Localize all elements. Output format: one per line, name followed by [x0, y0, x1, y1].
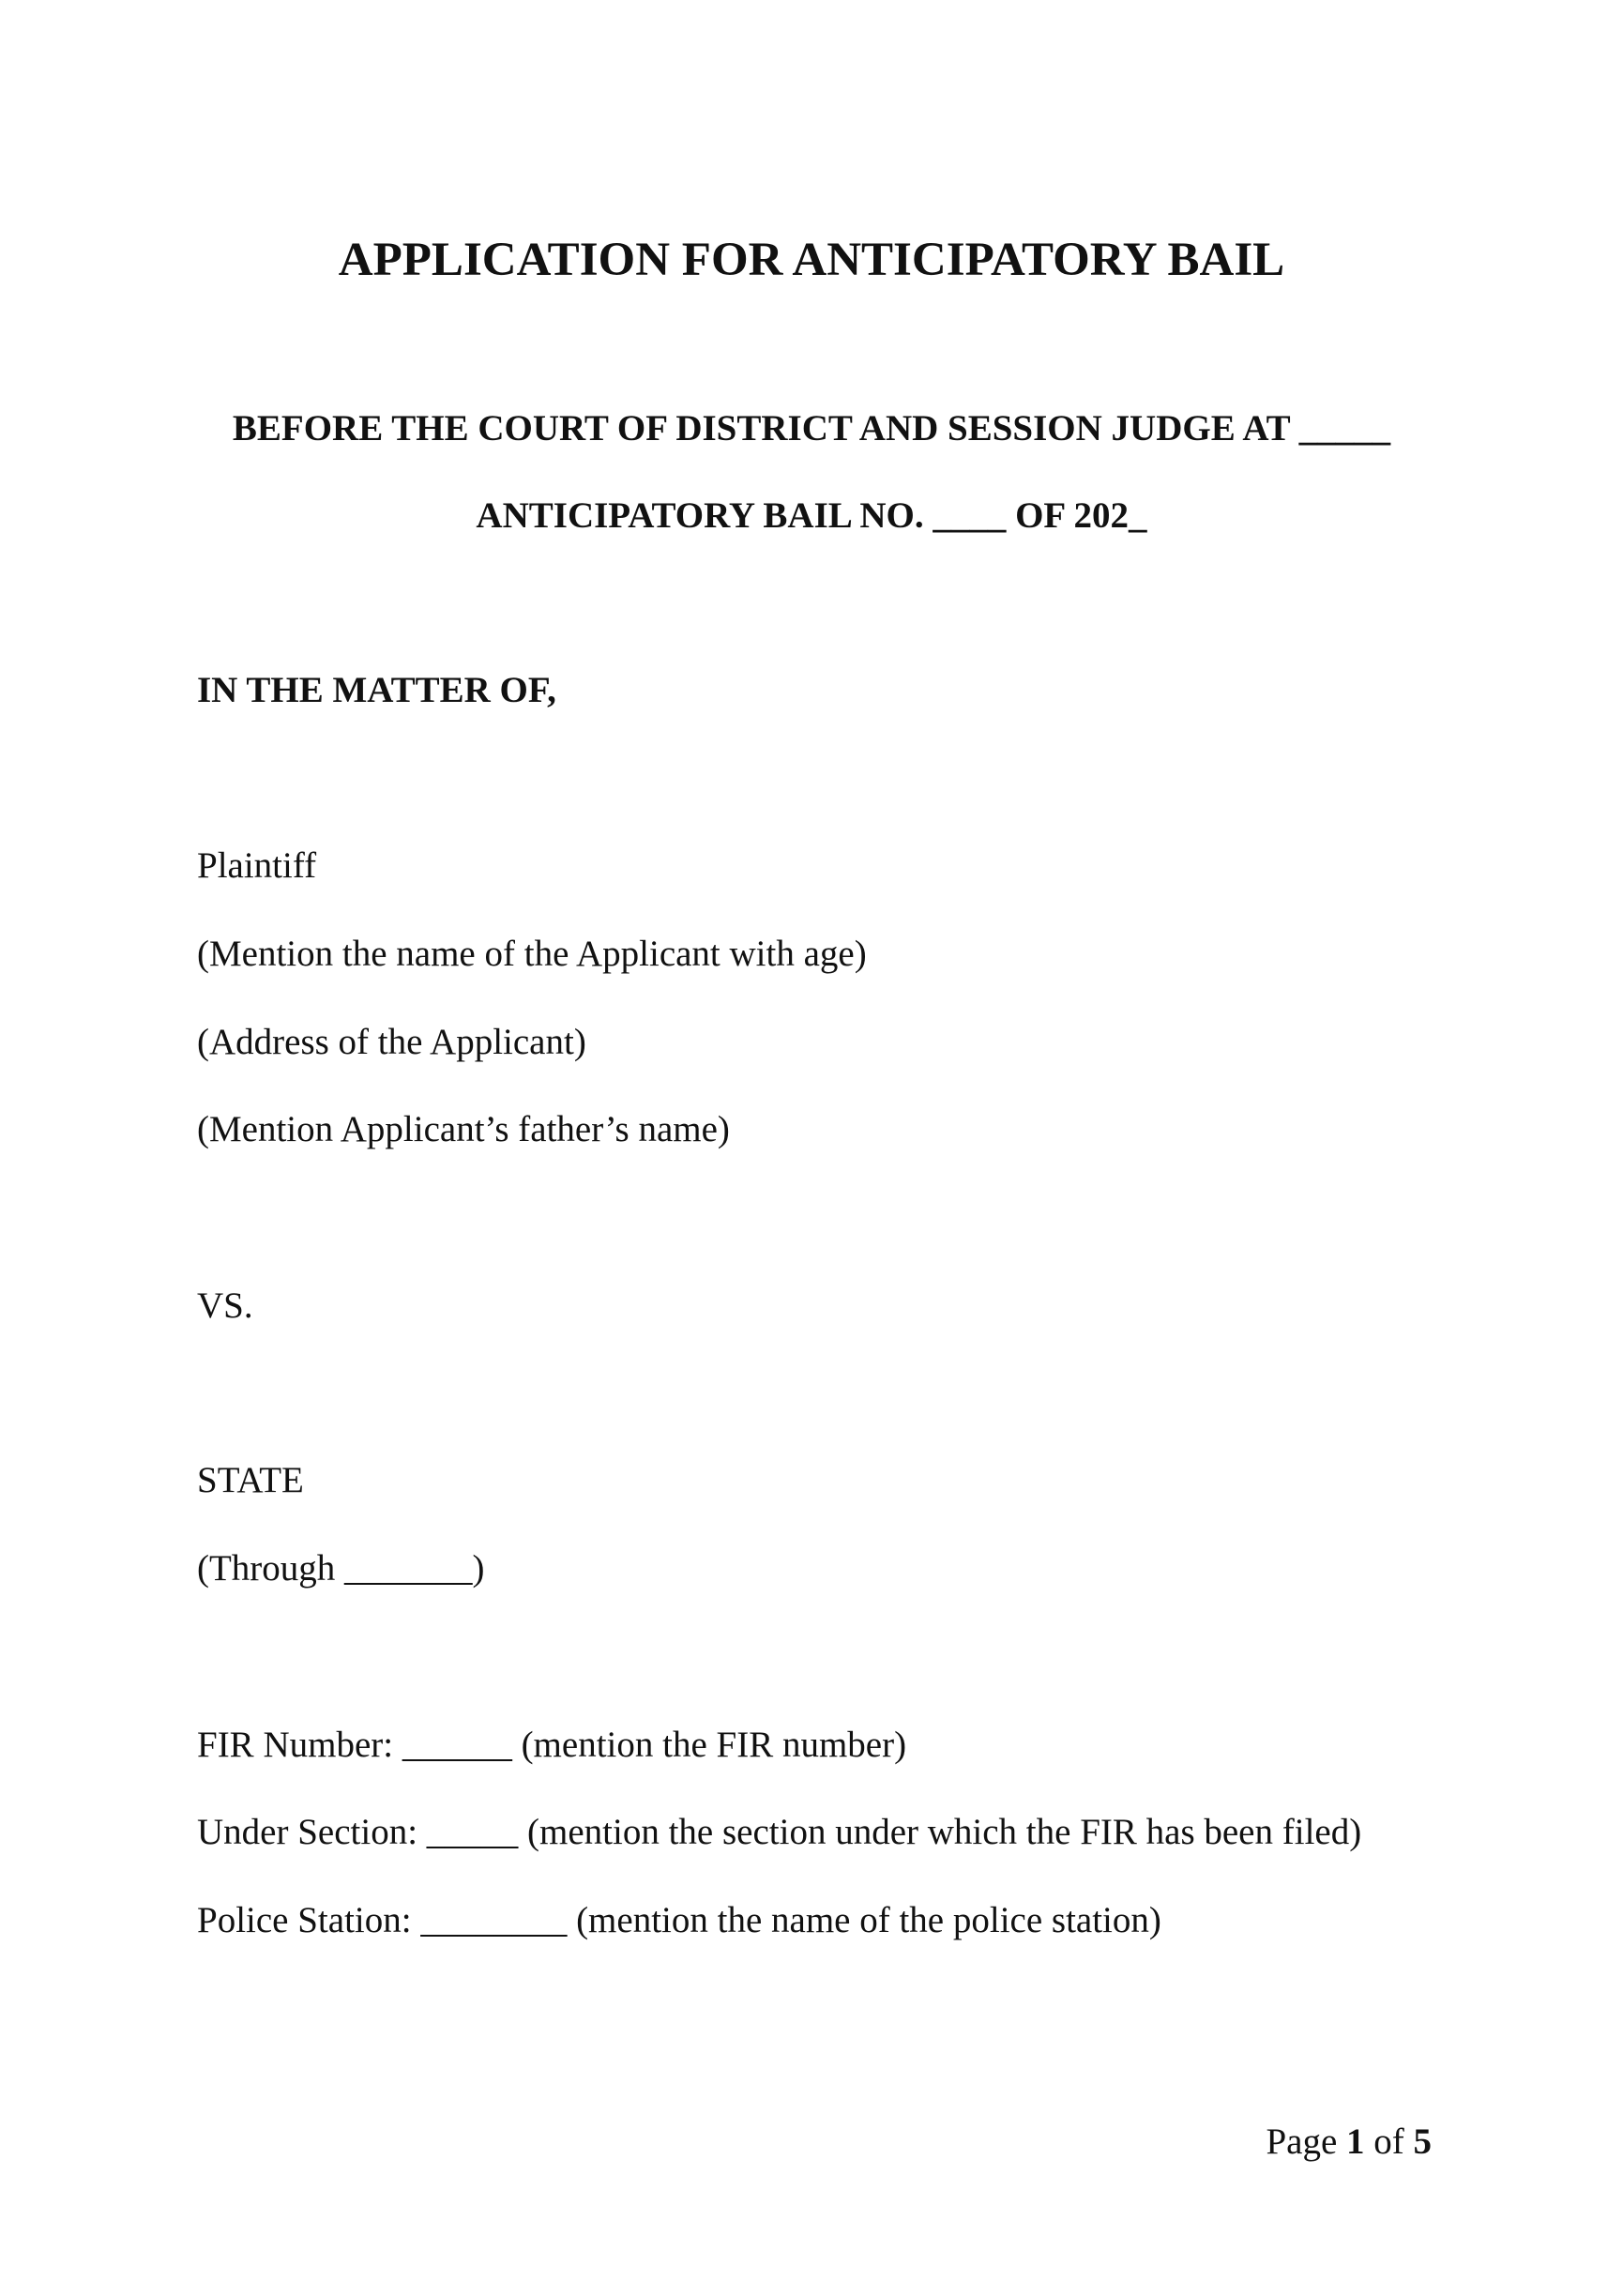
page-word: Page	[1266, 2121, 1338, 2162]
applicant-father-line: (Mention Applicant’s father’s name)	[197, 1109, 730, 1149]
under-section-line: Under Section: _____ (mention the section under which the FIR has been filed)	[197, 1812, 1362, 1852]
page-number	[1266, 2123, 1432, 2160]
applicant-name-line: (Mention the name of the Applicant with age)	[197, 934, 867, 974]
respondent-label: STATE	[197, 1460, 304, 1500]
current-page: 1	[1346, 2121, 1365, 2162]
police-station-line: Police Station: ________ (mention the name of the police station)	[197, 1900, 1161, 1940]
respondent-through-line: (Through _______)	[197, 1548, 485, 1589]
plaintiff-label: Plaintiff	[197, 845, 317, 886]
court-heading: BEFORE THE COURT OF DISTRICT AND SESSION JUDGE AT _____	[232, 408, 1391, 449]
of-word: of	[1373, 2121, 1404, 2162]
versus-label: VS.	[197, 1285, 253, 1326]
bail-number-heading: ANTICIPATORY BAIL NO. ____ OF 202_	[476, 495, 1147, 536]
matter-heading: IN THE MATTER OF,	[197, 670, 556, 710]
document-title: APPLICATION FOR ANTICIPATORY BAIL	[338, 234, 1285, 286]
fir-number-line: FIR Number: ______ (mention the FIR number)	[197, 1725, 907, 1765]
total-pages: 5	[1413, 2121, 1432, 2162]
applicant-address-line: (Address of the Applicant)	[197, 1022, 586, 1062]
